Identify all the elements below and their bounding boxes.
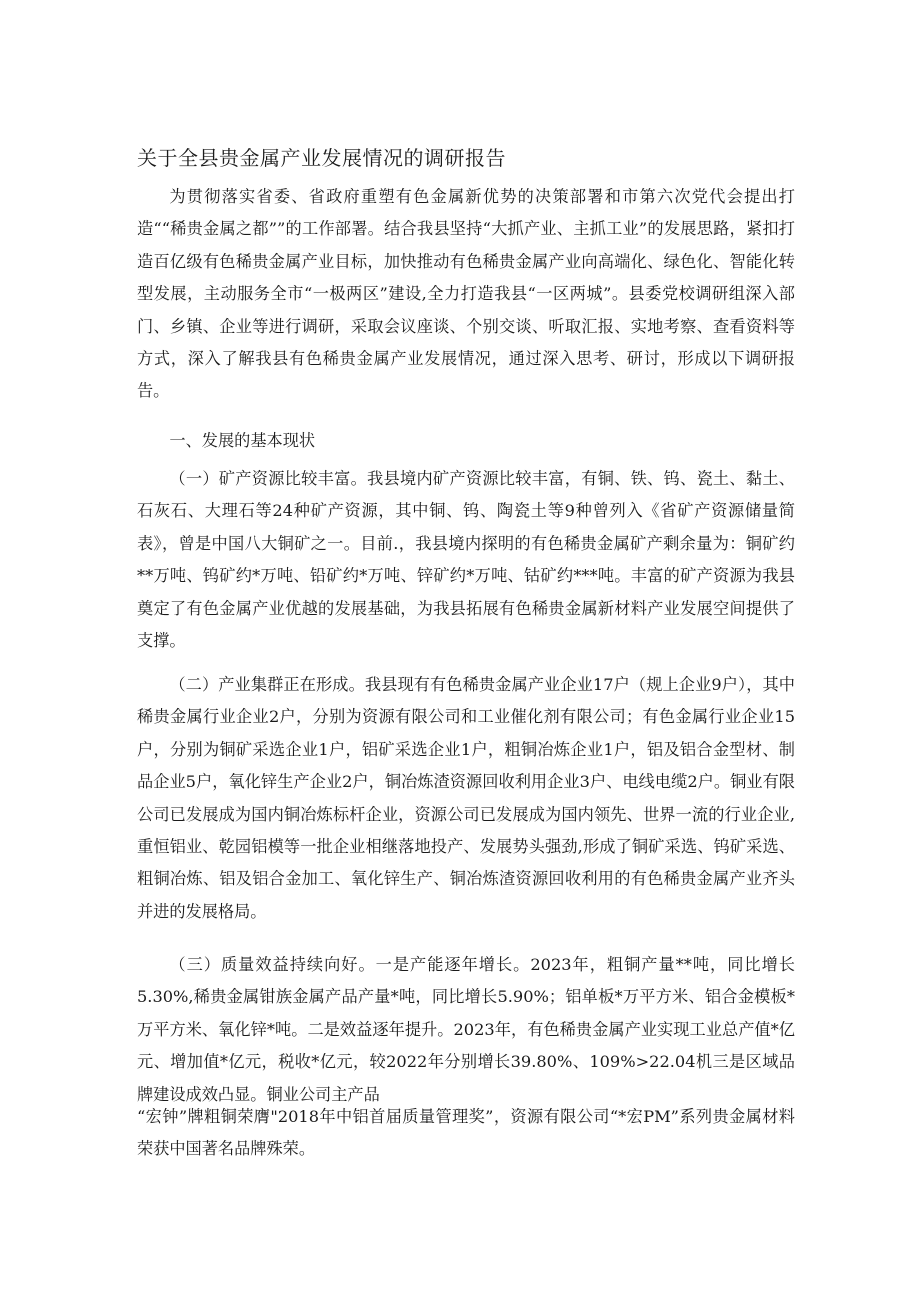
paragraph-quality-efficiency: （三）质量效益持续向好。一是产能逐年增长。2023年，粗铜产量**吨，同比增长5.30%,稀贵金属钳族金属产品产量*吨，同比增长5.90%；铝单板*万平方米、铝合金模板*万平方米、氧化锌*吨。二是效益逐年提升。2023年，有色稀贵金属产业实现工业总产值*亿元、增加值*亿元，税收*亿元，较2022年分别增长39.80%、109%>22.04机三是区域品牌建设成效凸显。铜业公司主产品 xyxy=(137,955,795,1104)
section-heading-current-status: 一、发展的基本现状 xyxy=(169,431,316,450)
paragraph-industrial-cluster: （二）产业集群正在形成。我县现有有色稀贵金属产业企业17户（规上企业9户），其中稀贵金属行业企业2户，分别为资源有限公司和工业催化剂有限公司；有色金属行业企业15户，分别为铜矿采选企业1户，铝矿采选企业1户，粗铜冶炼企业1户，铝及铝合金型材、制品企业5户，氧化锌生产企业2户，铜冶炼渣资源回收利用企业3户、电线电缆2户。铜业有限公司已发展成为国内铜冶炼标杆企业，资源公司已发展成为国内领先、世界一流的行业企业,重恒铝业、乾园铝模等一批企业相继落地投产、发展势头强劲,形成了铜矿采选、钨矿采选、粗铜冶炼、铝及铝合金加工、氧化锌生产、铜冶炼渣资源回收利用的有色稀贵金属产业齐头并进的发展格局。 xyxy=(137,675,795,921)
paragraph-mineral-resources: （一）矿产资源比较丰富。我县境内矿产资源比较丰富，有铜、铁、钨、瓷土、黏土、石灰石、大理石等24种矿产资源，其中铜、钨、陶瓷土等9种曾列入《省矿产资源储量简表》，曾是中国八大铜矿之一。目前.，我县境内探明的有色稀贵金属矿产剩余量为：铜矿约**万吨、钨矿约*万吨、铅矿约*万吨、锌矿约*万吨、钴矿约***吨。丰富的矿产资源为我县奠定了有色金属产业优越的发展基础，为我县拓展有色稀贵金属新材料产业发展空间提供了支撑。 xyxy=(137,469,795,651)
intro-paragraph: 为贯彻落实省委、省政府重塑有色金属新优势的决策部署和市第六次党代会提出打造““稀贵金属之都””的工作部署。结合我县坚持“大抓产业、主抓工业”的发展思路，紧扣打造百亿级有色稀贵金属产业目标，加快推动有色稀贵金属产业向高端化、绿色化、智能化转型发展，主动服务全市“一极两区”建设,全力打造我县“一区两城”。县委党校调研组深入部门、乡镇、企业等进行调研，采取会议座谈、个别交谈、听取汇报、实地考察、查看资料等方式，深入了解我县有色稀贵金属产业发展情况，通过深入思考、研讨，形成以下调研报告。 xyxy=(137,187,795,401)
document-title: 关于全县贵金属产业发展情况的调研报告 xyxy=(137,146,506,170)
paragraph-brand-awards: “宏钟”牌粗铜荣膺"2018年中铝首届质量管理奖”，资源有限公司“*宏PM”系列贵金属材料荣获中国著名品牌殊荣。 xyxy=(137,1107,795,1159)
